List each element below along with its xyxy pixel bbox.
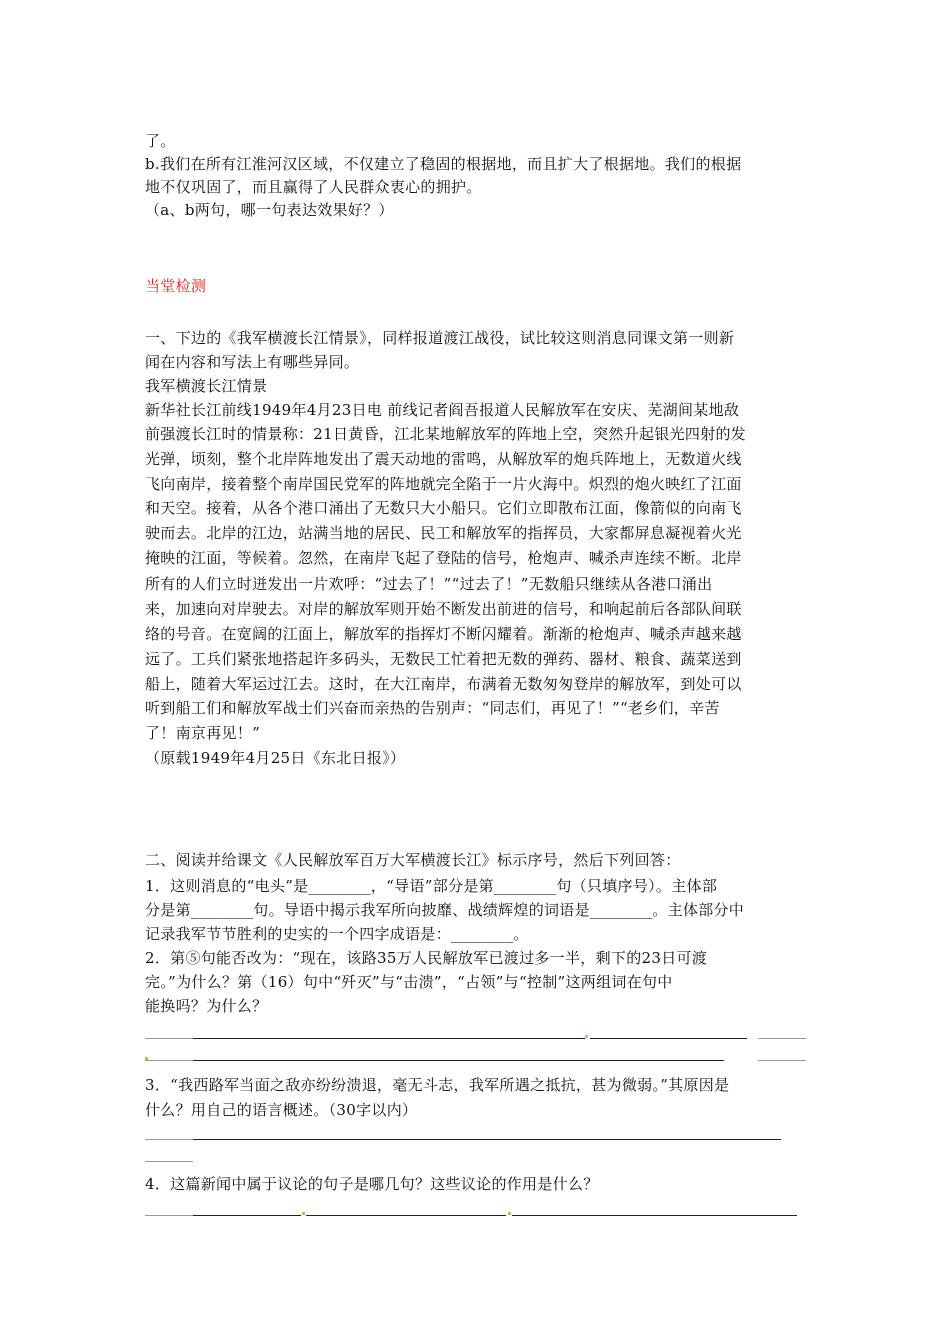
answer-line[interactable]	[145, 1139, 193, 1140]
answer-line[interactable]	[758, 1060, 806, 1061]
prev-text-line: 地不仅巩固了，而且赢得了人民群众衷心的拥护。	[145, 178, 482, 196]
question-1-text: 一、下边的《我军横渡长江情景》，同样报道渡江战役，试比较这则消息同课文第一则新	[145, 329, 735, 347]
mark-dot	[145, 1057, 148, 1060]
question-item-3-line: 3．“我西路军当面之敌亦纷纷溃退，毫无斗志，我军所遇之抵抗，甚为微弱。”其原因是	[145, 1076, 730, 1094]
answer-line[interactable]	[512, 1215, 797, 1216]
article-body-line: 络的号音。在宽阔的江面上，解放军的指挥灯不断闪耀着。渐渐的枪炮声、喊杀声越来越	[145, 625, 742, 643]
mark-dot	[508, 1212, 511, 1215]
article-body-line: 前强渡长江时的情景称：21日黄昏，江北某地解放军的阵地上空，突然升起银光四射的发	[145, 425, 747, 443]
question-item-3-line: 什么？用自己的语言概述。（30字以内）	[145, 1101, 418, 1119]
question-item-4-line: 4．这篇新闻中属于议论的句子是哪几句？这些议论的作用是什么？	[145, 1175, 599, 1193]
question-item-2-line: 完。”为什么？第（16）句中“歼灭”与“击溃”，“占领”与“控制”这两组词在句中	[145, 973, 673, 991]
article-body-line: 光弹，顷刻，整个北岸阵地发出了震天动地的雷鸣，从解放军的炮兵阵地上，无数道火线	[145, 450, 742, 468]
answer-line[interactable]	[145, 1215, 193, 1216]
answer-line[interactable]	[145, 1161, 193, 1162]
answer-line[interactable]	[193, 1215, 301, 1216]
prev-text-line: b.我们在所有江淮河汉区域，不仅建立了稳固的根据地，而且扩大了根据地。我们的根据	[145, 155, 742, 173]
article-body-line: 远了。工兵们紧张地搭起许多码头，无数民工忙着把无数的弹药、器材、粮食、蔬菜送到	[145, 650, 742, 668]
question-1-text: 闻在内容和写法上有哪些异同。	[145, 353, 360, 371]
answer-line[interactable]	[590, 1038, 747, 1039]
answer-line[interactable]	[758, 1038, 806, 1039]
article-body-line: 飞向南岸，接着整个南岸国民党军的阵地就完全陷于一片火海中。炽烈的炮火映红了江面	[145, 475, 742, 493]
question-2-intro: 二、阅读并给课文《人民解放军百万大军横渡长江》标示序号，然后下列回答：	[145, 851, 681, 869]
article-body-line: 所有的人们立时迸发出一片欢呼：“过去了！”“过去了！”无数船只继续从各港口涌出	[145, 575, 713, 593]
article-body-line: 驶而去。北岸的江边，站满当地的居民、民工和解放军的指挥员，大家都屏息凝视着火光	[145, 524, 742, 542]
article-source: （原载1949年4月25日《东北日报》）	[145, 749, 406, 767]
article-title: 我军横渡长江情景	[145, 377, 268, 395]
prev-question-line: （a、b两句，哪一句表达效果好？）	[145, 201, 394, 219]
answer-line[interactable]	[145, 1060, 193, 1061]
article-body-line: 了！南京再见！”	[145, 724, 261, 742]
mark-dot	[585, 1035, 588, 1038]
question-item-1-line: 记录我军节节胜利的史实的一个四字成语是：________。	[145, 925, 529, 943]
article-body-line: 掩映的江面，等候着。忽然，在南岸飞起了登陆的信号，枪炮声、喊杀声连续不断。北岸	[145, 549, 742, 567]
mark-dot	[302, 1212, 305, 1215]
question-item-2-line: 2．第⑤句能否改为：“现在，该路35万人民解放军已渡过多一半，剩下的23日可渡	[145, 949, 708, 967]
answer-line[interactable]	[306, 1215, 506, 1216]
question-item-2-line: 能换吗？为什么？	[145, 997, 268, 1015]
article-body-line: 和天空。接着，从各个港口涌出了无数只大小船只。它们立即散布江面，像箭似的向南飞	[145, 499, 742, 517]
section-title: 当堂检测	[145, 277, 207, 295]
question-item-1-line: 分是第________句。导语中揭示我军所向披靡、战绩辉煌的词语是________。主体部分中	[145, 901, 745, 919]
article-body-line: 新华社长江前线1949年4月23日电 前线记者阎吾报道人民解放军在安庆、芜湖间某地敌	[145, 401, 740, 419]
answer-line[interactable]	[145, 1038, 193, 1039]
article-body-line: 来，加速向对岸驶去。对岸的解放军则开始不断发出前进的信号，和响起前后各部队间联	[145, 600, 742, 618]
prev-text-line: 了。	[145, 132, 176, 150]
answer-line[interactable]	[193, 1038, 585, 1039]
answer-line[interactable]	[193, 1060, 724, 1061]
article-body-line: 船上，随着大军运过江去。这时，在大江南岸，布满着无数匆匆登岸的解放军，到处可以	[145, 675, 742, 693]
question-item-1-line: 1．这则消息的“电头”是________，“导语”部分是第________句（只填序号）。主体部	[145, 877, 718, 895]
answer-line[interactable]	[193, 1139, 781, 1140]
article-body-line: 听到船工们和解放军战士们兴奋而亲热的告别声：“同志们，再见了！”“老乡们，辛苦	[145, 699, 720, 717]
